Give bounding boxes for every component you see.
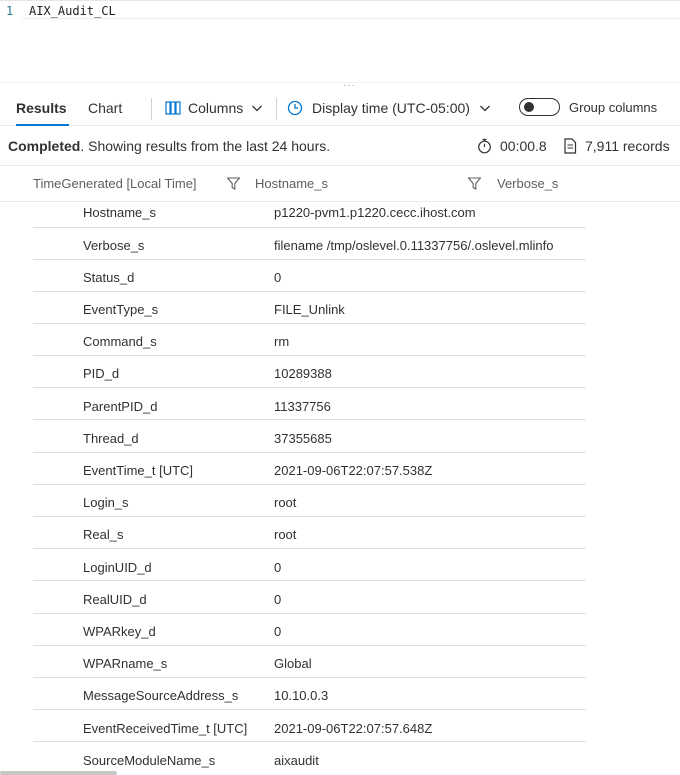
status-bar [0,126,680,166]
column-header-verbose[interactable]: Verbose_s [497,176,559,191]
splitter-grip-icon[interactable]: ··· [343,80,356,91]
detail-row [33,678,586,710]
detail-value: Global [274,656,312,671]
detail-value: root [274,527,297,542]
query-text[interactable]: AIX_Audit_CL [29,4,116,18]
display-time-button[interactable] [287,96,491,120]
detail-value: 2021-09-06T22:07:57.538Z [274,463,433,478]
columns-icon [165,100,181,116]
group-columns-label: Group columns [569,100,658,115]
record-count [563,138,670,154]
record-details [0,202,680,775]
detail-row [33,324,586,356]
detail-value: rm [274,334,290,349]
toggle-knob [524,102,534,112]
detail-key: LoginUID_d [83,560,152,575]
column-header-hostname[interactable]: Hostname_s [255,176,328,191]
tab-results[interactable] [16,100,67,116]
detail-key: WPARname_s [83,656,168,671]
status-message [8,138,330,154]
display-time-label: Display time (UTC-05:00) [312,100,470,116]
detail-value: FILE_Unlink [274,302,345,317]
detail-row [33,614,586,646]
clock-icon [287,100,303,116]
query-duration [477,138,547,154]
detail-key: Hostname_s [83,205,156,220]
horizontal-scrollbar[interactable] [0,771,117,775]
detail-value: 37355685 [274,431,332,446]
detail-key: Real_s [83,527,124,542]
detail-row [33,292,586,324]
detail-key: Status_d [83,270,135,285]
detail-key: SourceModuleName_s [83,753,216,768]
detail-row [33,582,586,614]
columns-label: Columns [188,100,244,116]
detail-value: 10289388 [274,366,332,381]
detail-key: Thread_d [83,431,139,446]
detail-row [33,228,586,260]
tab-chart[interactable] [88,100,122,116]
detail-value: aixaudit [274,753,319,768]
detail-row [33,356,586,388]
chevron-down-icon [251,102,263,114]
status-detail: . Showing results from the last 24 hours. [80,138,331,154]
detail-key: EventReceivedTime_t [UTC] [83,721,248,736]
current-line-highlight [22,1,680,19]
detail-value: 2021-09-06T22:07:57.648Z [274,721,433,736]
group-columns-toggle[interactable] [519,98,560,116]
column-header-timegenerated[interactable]: TimeGenerated [Local Time] [33,176,197,191]
detail-value: 11337756 [274,399,331,414]
detail-row [33,710,586,742]
detail-value: 0 [274,270,282,285]
detail-row [33,485,586,517]
detail-row [33,646,586,678]
detail-value: 0 [274,560,282,575]
toolbar-divider [276,98,277,120]
column-header-row [0,166,680,202]
detail-row [33,743,586,775]
detail-key: MessageSourceAddress_s [83,688,239,703]
detail-key: Verbose_s [83,238,145,253]
filter-icon[interactable] [227,177,240,190]
detail-row [33,549,586,581]
columns-button[interactable] [165,96,263,120]
filter-icon[interactable] [468,177,481,190]
query-editor[interactable] [0,0,680,82]
detail-key: EventTime_t [UTC] [83,463,194,478]
chevron-down-icon [479,102,491,114]
tab-chart-label: Chart [88,100,123,116]
detail-value: 0 [274,592,282,607]
detail-key: Login_s [83,495,129,510]
detail-value: 0 [274,624,282,639]
detail-key: PID_d [83,366,120,381]
detail-key: EventType_s [83,302,159,317]
results-toolbar [0,88,680,126]
detail-row [33,260,586,292]
detail-row [33,453,586,485]
status-completed: Completed [8,138,81,154]
detail-row [33,202,586,228]
detail-row [33,421,586,453]
line-number: 1 [6,4,14,18]
detail-key: RealUID_d [83,592,147,607]
records-value: 7,911 records [585,138,670,154]
detail-key: Command_s [83,334,157,349]
detail-value: root [274,495,297,510]
tab-results-label: Results [16,100,67,116]
detail-row [33,517,586,549]
toolbar-divider [151,98,152,120]
detail-key: ParentPID_d [83,399,158,414]
detail-value: filename /tmp/oslevel.0.11337756/.oslevel.mlinfo [274,238,554,253]
stopwatch-icon [477,138,492,154]
document-icon [563,138,577,154]
detail-value: 10.10.0.3 [274,688,329,703]
detail-key: WPARkey_d [83,624,156,639]
detail-value: p1220-pvm1.p1220.cecc.ihost.com [274,205,476,220]
detail-row [33,388,586,420]
duration-value: 00:00.8 [500,138,547,154]
